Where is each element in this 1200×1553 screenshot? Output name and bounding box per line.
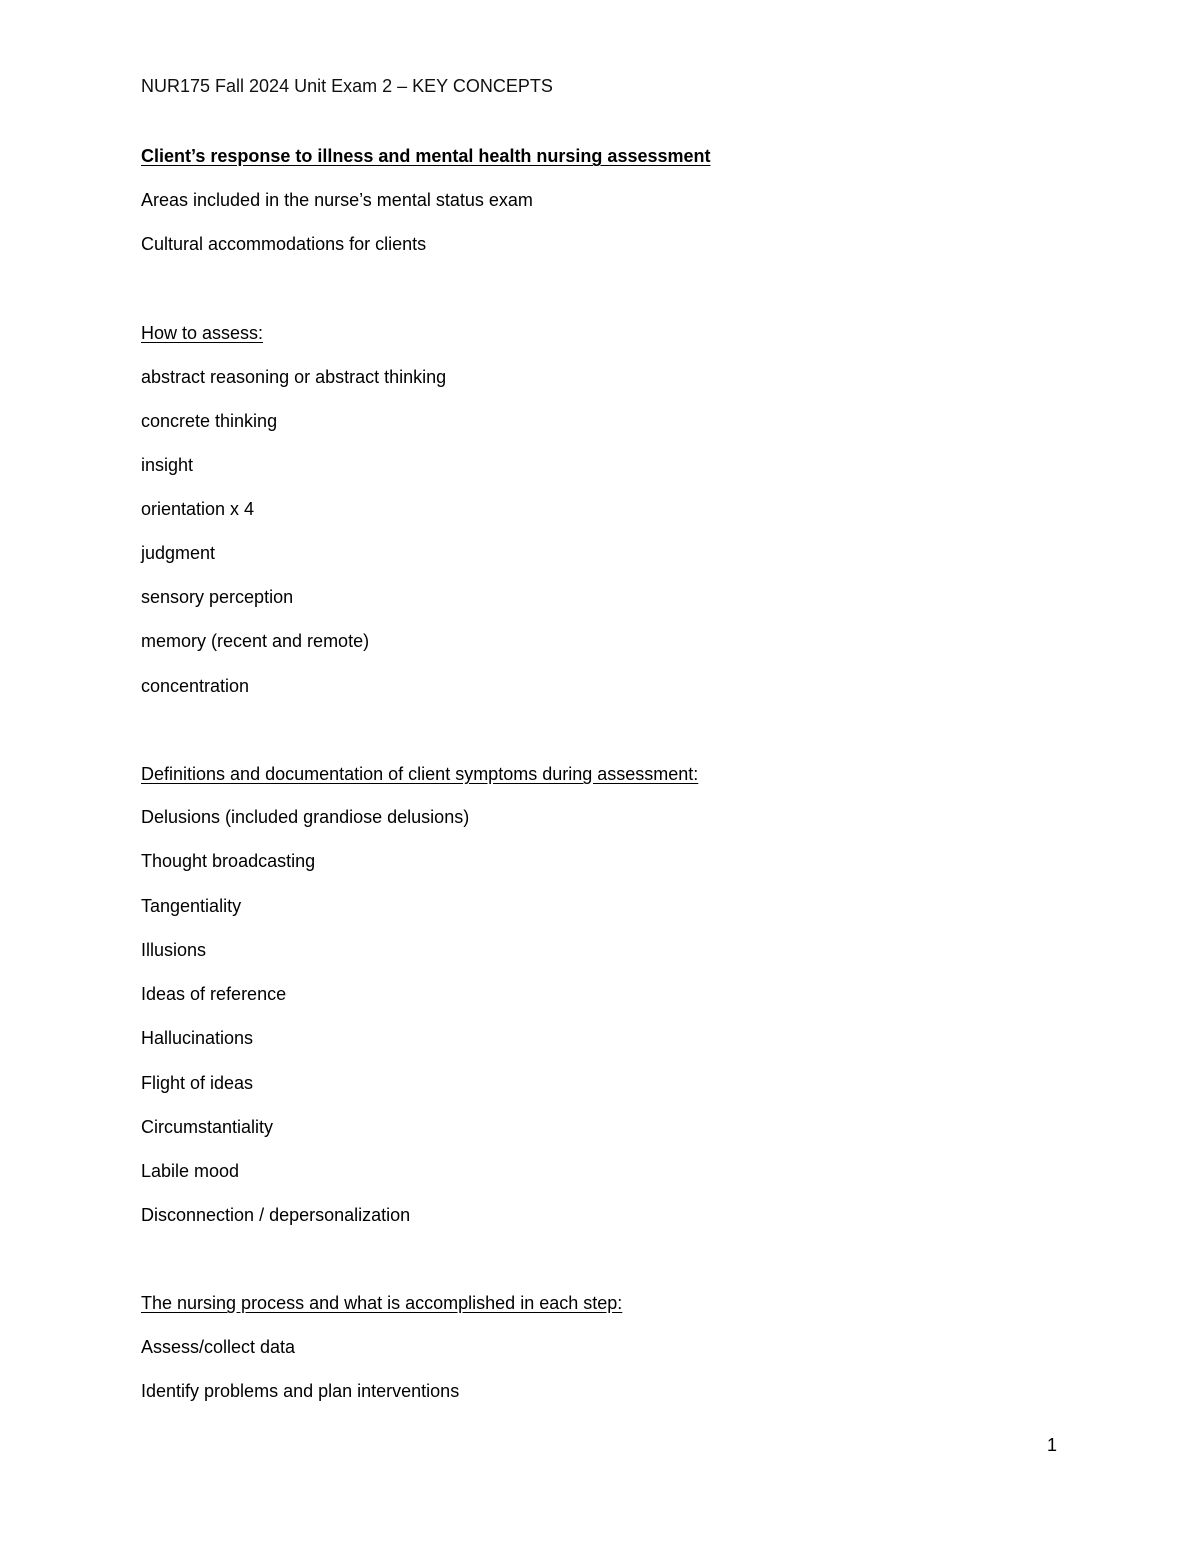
- list-item: Thought broadcasting: [141, 851, 316, 871]
- list-item: Assess/collect data: [141, 1337, 296, 1357]
- section-heading-client-response: Client’s response to illness and mental health nursing assessment: [141, 146, 711, 166]
- list-item: Disconnection / depersonalization: [141, 1205, 411, 1225]
- list-item: sensory perception: [141, 587, 294, 607]
- list-item: Labile mood: [141, 1161, 240, 1181]
- page-number: 1: [1047, 1435, 1058, 1455]
- list-item: memory (recent and remote): [141, 631, 370, 651]
- section-heading-nursing-process: The nursing process and what is accomplished in each step:: [141, 1293, 623, 1313]
- document-title: NUR175 Fall 2024 Unit Exam 2 – KEY CONCEPTS: [141, 76, 553, 96]
- list-item: judgment: [141, 543, 216, 563]
- list-item: Illusions: [141, 940, 207, 960]
- list-item: orientation x 4: [141, 499, 255, 519]
- list-item: Cultural accommodations for clients: [141, 234, 427, 254]
- list-item: Delusions (included grandiose delusions): [141, 807, 470, 827]
- section-heading-definitions: Definitions and documentation of client symptoms during assessment:: [141, 764, 699, 784]
- list-item: Ideas of reference: [141, 984, 287, 1004]
- section-heading-how-to-assess: How to assess:: [141, 323, 264, 343]
- list-item: Flight of ideas: [141, 1073, 254, 1093]
- list-item: insight: [141, 455, 194, 475]
- list-item: abstract reasoning or abstract thinking: [141, 367, 447, 387]
- list-item: Tangentiality: [141, 896, 242, 916]
- list-item: concrete thinking: [141, 411, 278, 431]
- list-item: Hallucinations: [141, 1028, 254, 1048]
- list-item: Areas included in the nurse’s mental status exam: [141, 190, 533, 210]
- list-item: Circumstantiality: [141, 1117, 274, 1137]
- list-item: concentration: [141, 676, 250, 696]
- list-item: Identify problems and plan interventions: [141, 1381, 460, 1401]
